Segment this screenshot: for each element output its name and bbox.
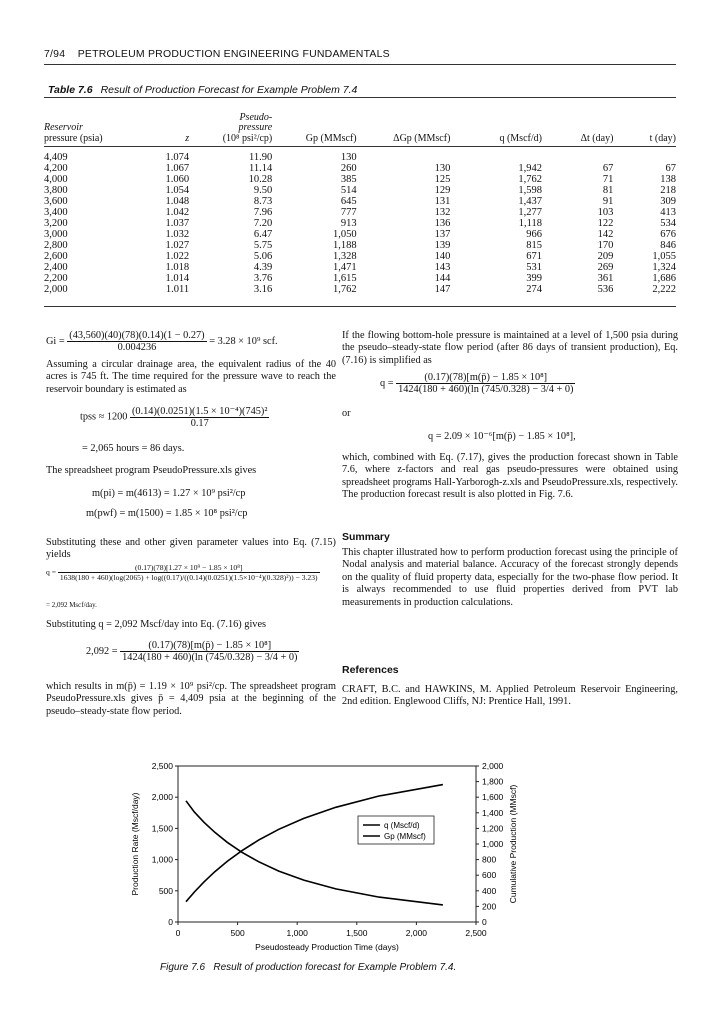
table-cell: 1.032 — [165, 229, 190, 240]
table-row — [44, 251, 676, 262]
table-cell: 10.28 — [248, 174, 273, 185]
eq-m-pi: m(pi) = m(4613) = 1.27 × 10⁹ psi²/cp — [92, 488, 246, 499]
eq-gi — [46, 330, 336, 353]
table-cell: 385 — [340, 174, 357, 185]
table-cell: 71 — [602, 174, 614, 185]
table-cell: 91 — [602, 196, 614, 207]
table-cell: 81 — [602, 185, 614, 196]
y2-tick-label: 1,800 — [482, 776, 504, 787]
table-cell: 1,437 — [518, 196, 542, 207]
table-cell: 4,409 — [44, 152, 68, 163]
table-cell: 1.060 — [165, 174, 190, 185]
table-cell: 1.014 — [165, 273, 190, 284]
table-cell: 1,598 — [518, 185, 542, 196]
table-cell: 2,600 — [44, 251, 68, 262]
table-row — [44, 185, 676, 196]
table-rule-bottom — [44, 306, 676, 307]
table-cell: 815 — [526, 240, 542, 251]
table-cell: 67 — [665, 163, 676, 174]
col-q: q (Mscf/d) — [499, 132, 542, 144]
table-cell: 361 — [597, 273, 614, 284]
table-cell: 274 — [526, 284, 542, 295]
y2-tick-label: 400 — [482, 885, 497, 896]
y-axis-label: Production Rate (Mscf/day) — [130, 792, 140, 896]
y-tick-label: 1,000 — [151, 854, 173, 865]
table-cell: 1,328 — [333, 251, 357, 262]
table-cell: 3,400 — [44, 207, 68, 218]
y2-tick-label: 800 — [482, 854, 497, 865]
table-cell: 1,118 — [518, 218, 542, 229]
table-cell: 1.037 — [165, 218, 190, 229]
table-cell: 1,471 — [333, 262, 357, 273]
table-cell: 218 — [660, 185, 676, 196]
figure-caption: Figure 7.6 Result of production forecast for Example Problem 7.4. — [160, 962, 457, 973]
table-cell: 143 — [434, 262, 451, 273]
eq-q-full — [46, 563, 341, 582]
eq-q-den: 1638(180 + 460)(log(2065) + log((0.17)/((0.14)(0.0251)(1.5×10⁻⁴)(0.328)²)) − 3.23) — [59, 573, 318, 582]
table-cell: 5.06 — [253, 251, 273, 262]
left-paragraph-4: Substituting q = 2,092 Mscf/day into Eq. (7.16) gives — [46, 619, 267, 630]
legend-label: Gp (MMscf) — [384, 832, 426, 841]
eq-2092 — [86, 640, 336, 663]
table-cell: 11.90 — [248, 152, 273, 163]
table-cell: 309 — [660, 196, 676, 207]
y-tick-label: 1,500 — [151, 823, 173, 834]
x-tick-label: 2,500 — [465, 928, 487, 938]
table-cell: 966 — [526, 229, 542, 240]
table-cell: 1.022 — [165, 251, 190, 262]
eq-q-result: = 2,092 Mscf/day. — [46, 601, 97, 609]
x-tick-label: 1,000 — [286, 928, 308, 938]
table-caption — [48, 84, 357, 96]
table-cell: 671 — [526, 251, 542, 262]
y2-axis-label: Cumulative Production (MMscf) — [508, 784, 518, 904]
table-cell: 514 — [340, 185, 357, 196]
eq-2092-num: (0.17)(78)[m(p̄) − 1.85 × 10⁸] — [120, 640, 299, 652]
eq-q-num: (0.17)(78)[1.27 × 10⁹ − 1.85 × 10⁸] — [58, 563, 320, 573]
left-paragraph-2: The spreadsheet program PseudoPressure.xls gives — [46, 465, 257, 476]
header-rule — [44, 64, 676, 65]
table-cell: 777 — [340, 207, 357, 218]
x-tick-label: 2,000 — [405, 928, 428, 938]
col-pressure-line1: Reservoir — [44, 122, 83, 133]
table-cell: 1,615 — [333, 273, 357, 284]
table-cell: 144 — [434, 273, 451, 284]
eq-tpss — [80, 405, 340, 429]
table-row — [44, 262, 676, 273]
table-cell: 4.39 — [253, 262, 273, 273]
reference-1: CRAFT, B.C. and HAWKINS, M. Applied Petroleum Reservoir Engineering, 2nd edition. Englewood Cliffs, NJ: Prentice Hall, 1991. — [342, 684, 678, 708]
summary-heading: Summary — [342, 531, 390, 543]
table-cell: 9.50 — [253, 185, 273, 196]
running-header: 7/94 PETROLEUM PRODUCTION ENGINEERING FUNDAMENTALS — [44, 48, 390, 60]
table-row — [44, 207, 676, 218]
eq-2092-lhs: 2,092 = — [86, 645, 118, 657]
table-cell — [613, 152, 676, 163]
col-pseudopressure-line3: (10⁸ psi²/cp) — [222, 132, 273, 144]
eq-q-linear: q = 2.09 × 10⁻⁶[m(p̄) − 1.85 × 10⁸], — [428, 431, 576, 442]
table-cell: 122 — [597, 218, 614, 229]
table-cell: 147 — [434, 284, 451, 295]
eq-tpss-result: = 2,065 hours = 86 days. — [82, 443, 185, 454]
table-cell: 140 — [434, 251, 451, 262]
table-cell: 131 — [434, 196, 451, 207]
table-cell: 5.75 — [253, 240, 273, 251]
table-cell: 11.14 — [248, 163, 273, 174]
table-cell: 6.47 — [253, 229, 273, 240]
legend-label: q (Mscf/d) — [384, 821, 420, 830]
right-paragraph-1: If the flowing bottom-hole pressure is maintained at a level of 1,500 psia during the pseudo–steady-state flow period (after 86 days of transient production), Eq. (7.16) is simplified as — [342, 330, 678, 366]
table-cell: 103 — [597, 207, 614, 218]
table-cell: 130 — [434, 163, 451, 174]
table-title: Result of Production Forecast for Example Problem 7.4 — [100, 84, 358, 96]
table-header-row — [44, 100, 676, 144]
eq-q-simplified-den: 1424(180 + 460)(ln (745/0.328) − 3/4 + 0) — [398, 384, 574, 395]
table-row — [44, 196, 676, 207]
table-row — [44, 284, 676, 295]
table-cell — [542, 152, 613, 163]
table-cell: 67 — [602, 163, 614, 174]
table-cell: 534 — [660, 218, 676, 229]
col-t: t (day) — [649, 132, 676, 144]
eq-gi-den: 0.004236 — [117, 342, 157, 353]
table-cell: 676 — [660, 229, 676, 240]
x-axis-label: Pseudosteady Production Time (days) — [255, 942, 399, 952]
table-cell: 142 — [597, 229, 614, 240]
col-delta-t: Δt (day) — [580, 132, 614, 144]
references-heading: References — [342, 664, 399, 676]
table-cell: 2,000 — [44, 284, 68, 295]
table-cell: 1.011 — [165, 284, 190, 295]
eq-q-simplified-num: (0.17)(78)[m(p̄) − 1.85 × 10⁸] — [396, 372, 575, 384]
table-cell: 2,400 — [44, 262, 68, 273]
left-paragraph-5: which results in m(p̄) = 1.19 × 10⁹ psi²/cp. The spreadsheet program PseudoPressure.xls gives p̄ = 4,409 psia at the beginning of the pseudo–steady-state flow period. — [46, 681, 336, 717]
col-z: z — [185, 132, 190, 144]
y2-tick-label: 1,600 — [482, 792, 504, 803]
y2-tick-label: 600 — [482, 870, 497, 881]
left-paragraph-3: Substituting these and other given parameter values into Eq. (7.15) yields — [46, 537, 336, 561]
eq-tpss-lhs: tpss ≈ 1200 — [80, 411, 128, 423]
y2-tick-label: 0 — [482, 917, 487, 927]
forecast-table — [44, 100, 676, 295]
eq-q-lhs: q = — [46, 567, 56, 577]
table-cell: 129 — [434, 185, 451, 196]
table-cell: 1,762 — [518, 174, 542, 185]
right-or: or — [342, 408, 351, 419]
table-row — [44, 229, 676, 240]
eq-2092-den: 1424(180 + 460)(ln (745/0.328) − 3/4 + 0) — [122, 652, 298, 663]
table-label: Table 7.6 — [48, 84, 93, 96]
x-tick-label: 500 — [230, 928, 245, 938]
table-row — [44, 273, 676, 284]
eq-gi-num: (43,560)(40)(78)(0.14)(1 − 0.27) — [69, 330, 205, 341]
table-cell: 170 — [597, 240, 614, 251]
table-cell: 3,200 — [44, 218, 68, 229]
table-cell: 2,222 — [652, 284, 676, 295]
table-row — [44, 152, 676, 163]
y2-tick-label: 2,000 — [482, 761, 504, 771]
table-cell: 2,200 — [44, 273, 68, 284]
x-tick-label: 0 — [175, 928, 181, 938]
table-cell: 260 — [340, 163, 357, 174]
table-cell: 645 — [340, 196, 357, 207]
table-cell: 3,600 — [44, 196, 68, 207]
eq-q-simplified — [380, 372, 680, 395]
right-paragraph-2: which, combined with Eq. (7.17), gives the production forecast shown in Table 7.6, where z-factors and real gas pseudo-pressures were obtained using spreadsheet programs Hall-Yarborogh-z.xls and PseudoPressure.xls, respectively. The production forecast result is also plotted in Fig. 7.6. — [342, 452, 678, 501]
col-gp: Gp (MMscf) — [305, 132, 357, 144]
table-cell: 4,200 — [44, 163, 68, 174]
table-cell — [357, 152, 451, 163]
table-cell: 269 — [597, 262, 614, 273]
table-cell: 139 — [434, 240, 451, 251]
table-cell: 413 — [660, 207, 676, 218]
col-pseudopressure-line2: pressure — [238, 122, 273, 133]
table-cell: 3,000 — [44, 229, 68, 240]
col-pseudopressure — [189, 100, 276, 144]
table-cell: 138 — [660, 174, 676, 185]
y-tick-label: 2,000 — [151, 792, 173, 803]
table-cell — [450, 152, 542, 163]
table-cell: 399 — [526, 273, 542, 284]
table-cell: 7.20 — [253, 218, 273, 229]
left-paragraph-1: Assuming a circular drainage area, the equivalent radius of the 40 acres is 745 ft. The time required for the pressure wave to reach the reservoir boundary is estimated as — [46, 359, 336, 395]
table-row — [44, 240, 676, 251]
table-cell: 1,942 — [518, 163, 542, 174]
eq-m-pwf: m(pwf) = m(1500) = 1.85 × 10⁸ psi²/cp — [86, 508, 248, 519]
table-cell: 1,055 — [652, 251, 676, 262]
table-cell: 125 — [434, 174, 451, 185]
eq-tpss-num: (0.14)(0.0251)(1.5 × 10⁻⁴)(745)² — [132, 406, 268, 417]
table-cell: 913 — [340, 218, 357, 229]
table-cell: 2,800 — [44, 240, 68, 251]
eq-gi-rhs: = 3.28 × 10⁹ scf. — [209, 335, 278, 347]
table-cell: 1.048 — [165, 196, 190, 207]
y-tick-label: 2,500 — [151, 761, 173, 771]
y-tick-label: 500 — [158, 885, 173, 896]
y2-tick-label: 1,200 — [482, 823, 504, 834]
table-cell: 1,277 — [518, 207, 542, 218]
col-pressure-line2: pressure (psia) — [44, 132, 103, 144]
col-pressure — [44, 100, 122, 144]
table-cell: 1.018 — [165, 262, 190, 273]
eq-gi-lhs: Gi = — [46, 335, 65, 347]
col-pseudopressure-line1: Pseudo- — [239, 111, 273, 123]
table-cell: 1,188 — [333, 240, 357, 251]
table-cell: 132 — [434, 207, 451, 218]
table-cell: 130 — [340, 152, 357, 163]
y-tick-label: 0 — [168, 917, 173, 927]
table-cell: 1.067 — [165, 163, 190, 174]
table-cell: 137 — [434, 229, 451, 240]
y2-tick-label: 1,400 — [482, 807, 504, 818]
table-cell: 1.074 — [165, 152, 190, 163]
table-cell: 536 — [597, 284, 614, 295]
table-cell: 1.027 — [165, 240, 190, 251]
table-cell: 1,050 — [333, 229, 357, 240]
y2-tick-label: 200 — [482, 901, 497, 912]
table-cell: 1,324 — [652, 262, 676, 273]
table-cell: 4,000 — [44, 174, 68, 185]
table-cell: 3,800 — [44, 185, 68, 196]
table-row — [44, 218, 676, 229]
eq-tpss-den: 0.17 — [190, 418, 209, 429]
table-cell: 7.96 — [253, 207, 273, 218]
table-cell: 1.054 — [165, 185, 190, 196]
y2-tick-label: 1,000 — [482, 839, 504, 849]
table-cell: 1.042 — [165, 207, 190, 218]
table-cell: 846 — [660, 240, 676, 251]
table-cell: 8.73 — [253, 196, 273, 207]
x-tick-label: 1,500 — [346, 928, 368, 938]
col-delta-gp: ΔGp (MMscf) — [393, 132, 451, 144]
table-cell: 1,762 — [333, 284, 357, 295]
table-rule-top — [44, 97, 676, 98]
eq-q-simplified-lhs: q = — [380, 377, 394, 389]
table-cell: 136 — [434, 218, 451, 229]
summary-text: This chapter illustrated how to perform production forecast using the principle of Nodal analysis and material balance. Accuracy of the forecast strongly depends on the quality of fluid property data, especially for the two-phase flow period. It is always recommended to use fluid properties derived from PVT lab measurements in production calculations. — [342, 547, 678, 608]
table-cell: 3.16 — [253, 284, 273, 295]
table-cell: 209 — [597, 251, 614, 262]
table-row — [44, 174, 676, 185]
table-cell: 3.76 — [253, 273, 273, 284]
table-cell: 531 — [526, 262, 542, 273]
table-cell: 1,686 — [652, 273, 676, 284]
production-forecast-chart — [120, 758, 540, 954]
table-row — [44, 163, 676, 174]
